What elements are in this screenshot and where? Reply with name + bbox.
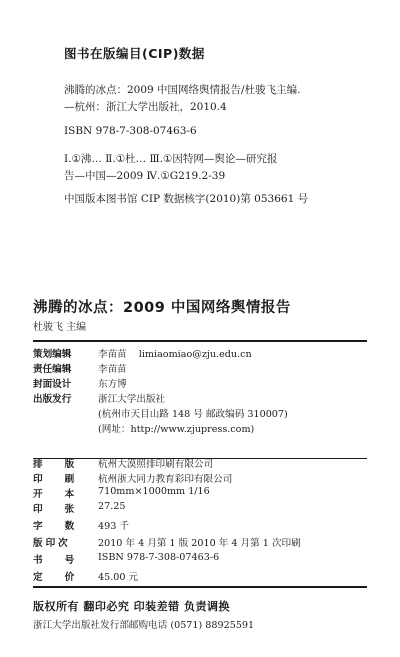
- price-label: 定价: [33, 572, 97, 583]
- info-row-booknum: [33, 552, 367, 569]
- words-value: 493 千: [98, 521, 129, 532]
- print-label: 印刷: [33, 474, 97, 485]
- info-row-editor: [33, 346, 367, 361]
- middle-rule: [33, 458, 367, 459]
- cover-value: 东方博: [98, 379, 127, 390]
- booknum-label: 书号: [33, 555, 97, 566]
- booknum-value: ISBN 978-7-308-07463-6: [98, 552, 220, 563]
- format-label: 开本: [33, 489, 97, 500]
- website-value: (网址：http://www.zjupress.com): [98, 424, 255, 435]
- editor-email: limiaomiao@zju.edu.cn: [138, 349, 252, 360]
- top-rule: [33, 340, 367, 342]
- publisher-value: 浙江大学出版社: [98, 394, 166, 405]
- format-value: 710mm×1000mm 1/16: [98, 486, 210, 497]
- book-title: 沸腾的冰点：2009 中国网络舆情报告: [33, 300, 291, 316]
- responsible-value: 李苗苗: [98, 364, 127, 375]
- info-row-edition: [33, 535, 367, 552]
- sheets-label: 印张: [33, 504, 97, 515]
- info-row-publisher: [33, 391, 367, 406]
- typeset-value: 杭州大漠照排印刷有限公司: [98, 459, 214, 470]
- cip-title-line: 沸腾的冰点：2009 中国网络舆情报告/杜骏飞主编.: [64, 84, 301, 96]
- info-row-print: [33, 471, 367, 486]
- info-row-format: [33, 486, 367, 501]
- info-row-address: [33, 406, 367, 421]
- info-row-price: [33, 569, 367, 586]
- info-spacer: [33, 436, 367, 456]
- info-row-sheets: [33, 501, 367, 518]
- cover-label: 封面设计: [33, 379, 72, 390]
- responsible-label: 责任编辑: [33, 364, 72, 375]
- price-value: 45.00 元: [98, 572, 139, 583]
- cip-classification-line2: 告—中国—2009 Ⅳ.①G219.2-39: [64, 170, 226, 182]
- info-row-cover: [33, 376, 367, 391]
- editor-value: 李苗苗: [98, 349, 127, 360]
- cip-classification-line1: Ⅰ.①沸… Ⅱ.①杜… Ⅲ.①因特网—舆论—研究报: [64, 153, 278, 165]
- bottom-rule: [33, 586, 367, 588]
- sheets-value: 27.25: [98, 501, 126, 512]
- cip-publisher-line: —杭州：浙江大学出版社，2010.4: [64, 101, 227, 113]
- mail-order-phone: 浙江大学出版社发行部邮购电话 (0571) 88925591: [33, 620, 255, 631]
- cip-heading: 图书在版编目(CIP)数据: [64, 46, 205, 61]
- publication-info: [33, 346, 367, 586]
- edition-value: 2010 年 4 月第 1 版 2010 年 4 月第 1 次印刷: [98, 538, 301, 549]
- print-value: 杭州浙大同力教育彩印有限公司: [98, 474, 233, 485]
- cip-record-number: 中国版本图书馆 CIP 数据核字(2010)第 053661 号: [64, 193, 309, 205]
- publisher-label: 出版发行: [33, 394, 72, 405]
- info-row-website: [33, 421, 367, 436]
- address-value: (杭州市天目山路 148 号 邮政编码 310007): [98, 409, 288, 420]
- info-row-responsible: [33, 361, 367, 376]
- info-row-words: [33, 518, 367, 535]
- cip-isbn: ISBN 978-7-308-07463-6: [64, 125, 197, 137]
- edition-label: 版印次: [33, 538, 71, 549]
- copyright-slogan: 版权所有 翻印必究 印装差错 负责调换: [33, 600, 230, 613]
- typeset-label: 排版: [33, 459, 97, 470]
- words-label: 字数: [33, 521, 97, 532]
- book-author: 杜骏飞 主编: [33, 322, 87, 333]
- editor-label: 策划编辑: [33, 349, 72, 360]
